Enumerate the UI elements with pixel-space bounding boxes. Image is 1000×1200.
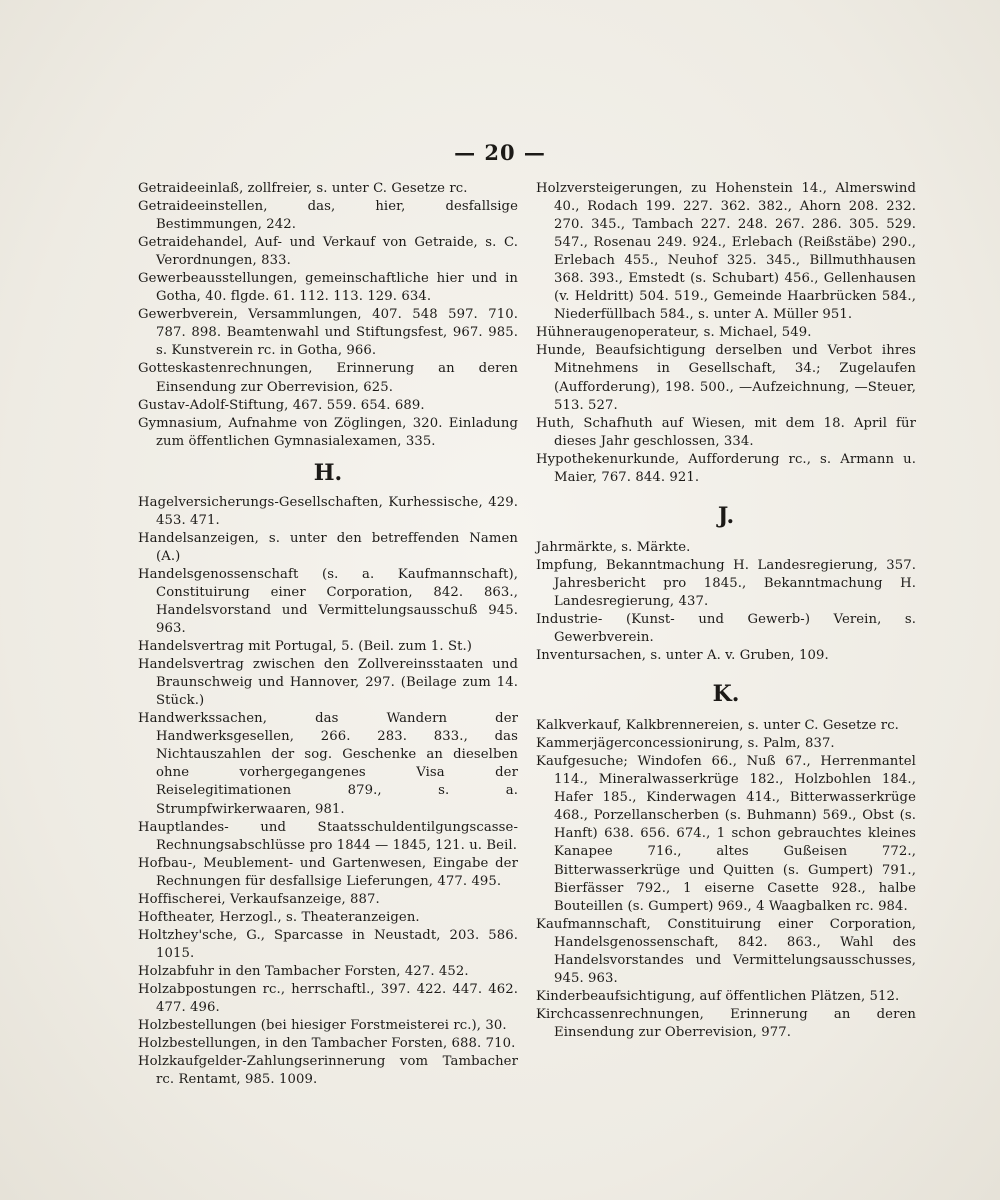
page-number: — 20 — — [454, 140, 546, 165]
index-entry: Holtzhey'sche, G., Sparcasse in Neustadt, 203. 586. 1015. — [138, 927, 518, 961]
index-entry: Kaufgesuche; Windofen 66., Nuß 67., Herrenmantel 114., Mineralwasserkrüge 182., Holzbohlen 184., Hafer 185., Kinderwagen 414., Bitterwasserkrüge 468., Porzellanscherben (s. Buhmann) 569., Obst (s. Hanft) 638. 656. 674., 1 schon gebrauchtes kleines Kanapee 716., altes Gußeisen 772., Bitterwasserkrüge und Quitten (s. Gumpert) 791., Bierfässer 792., 1 eiserne Casette 928., halbe Bouteillen (s. Gumpert) 969., 4 Waagbalken rc. 984. — [536, 754, 916, 914]
index-entry: Inventursachen, s. unter A. v. Gruben, 109. — [536, 648, 829, 664]
index-entry: Holzversteigerungen, zu Hohenstein 14., Almerswind 40., Rodach 199. 227. 362. 382., Ahorn 208. 232. 270. 345., Tambach 227. 248. 267. 286. 305. 529. 547., Rosenau 249. 924., Erlebach (Reißstäbe) 290., Erlebach 455., Neuhof 325. 345., Billmuthhausen 368. 393., Emstedt (s. Schubart) 456., Gellenhausen (v. Heldritt) 504. 519., Gemeinde Haarbrücken 584., Niederfüllbach 584., s. unter A. Müller 951. — [536, 181, 916, 323]
index-entry: Hoffischerei, Verkaufsanzeige, 887. — [138, 891, 380, 907]
section-heading-j: J. — [717, 502, 735, 529]
left-column — [138, 180, 518, 1089]
index-entry: Getraidehandel, Auf- und Verkauf von Getraide, s. C. Verordnungen, 833. — [138, 235, 518, 269]
index-entry: Gymnasium, Aufnahme von Zöglingen, 320. Einladung zum öffentlichen Gymnasialexamen, 335. — [138, 415, 518, 449]
index-entry: Gewerbeausstellungen, gemeinschaftliche hier und in Gotha, 40. flgde. 61. 112. 113. 129. 634. — [138, 271, 518, 305]
index-entry: Kalkverkauf, Kalkbrennereien, s. unter C. Gesetze rc. — [536, 718, 899, 734]
entry-list-h — [138, 494, 518, 1090]
index-entry: Holzbestellungen (bei hiesiger Forstmeisterei rc.), 30. — [138, 1018, 507, 1034]
entry-list-g — [138, 180, 518, 451]
entry-list-h-continued — [536, 180, 916, 487]
index-entry: Hofbau-, Meublement- und Gartenwesen, Eingabe der Rechnungen für desfallsige Lieferungen, 477. 495. — [138, 855, 518, 889]
index-entry: Hoftheater, Herzogl., s. Theateranzeigen. — [138, 909, 420, 925]
index-entry: Getraideeinstellen, das, hier, desfallsige Bestimmungen, 242. — [138, 199, 518, 233]
index-entry: Jahrmärkte, s. Märkte. — [536, 539, 691, 555]
index-entry: Handelsvertrag zwischen den Zollvereinsstaaten und Braunschweig und Hannover, 297. (Beilage zum 14. Stück.) — [138, 657, 518, 709]
index-entry: Gewerbverein, Versammlungen, 407. 548 597. 710. 787. 898. Beamtenwahl und Stiftungsfest, 967. 985. s. Kunstverein rc. in Gotha, 966. — [138, 307, 518, 359]
index-entry: Industrie- (Kunst- und Gewerb-) Verein, s. Gewerbverein. — [536, 611, 916, 646]
index-entry: Kammerjägerconcessionirung, s. Palm, 837. — [536, 736, 835, 752]
index-entry: Hauptlandes- und Staatsschuldentilgungscasse-Rechnungsabschlüsse pro 1844 — 1845, 121. u. Beil. — [138, 819, 518, 853]
index-entry: Kirchcassenrechnungen, Erinnerung an deren Einsendung zur Oberrevision, 977. — [536, 1006, 916, 1040]
entry-list-k — [536, 717, 916, 1042]
index-entry: Getraideeinlaß, zollfreier, s. unter C. Gesetze rc. — [138, 181, 468, 196]
index-entry: Handelsanzeigen, s. unter den betreffenden Namen (A.) — [138, 530, 518, 564]
index-entry: Gustav-Adolf-Stiftung, 467. 559. 654. 689. — [138, 397, 425, 413]
right-column — [536, 180, 916, 1042]
index-entry: Hühneraugenoperateur, s. Michael, 549. — [536, 325, 812, 341]
index-entry: Holzabpostungen rc., herrschaftl., 397. 422. 447. 462. 477. 496. — [138, 981, 518, 1016]
index-entry: Huth, Schafhuth auf Wiesen, mit dem 18. April für dieses Jahr geschlossen, 334. — [536, 415, 916, 449]
section-heading-k: K. — [712, 681, 740, 708]
section-heading-h: H. — [313, 459, 343, 486]
index-entry: Handwerkssachen, das Wandern der Handwerksgesellen, 266. 283. 833., das Nichtauszahlen der sog. Geschenke an dieselben ohne vorhergegangenes Visa der Reiselegitimationen 879., s. a. Strumpfwirkerwaaren, 981. — [138, 711, 518, 817]
index-entry: Hunde, Beaufsichtigung derselben und Verbot ihres Mitnehmens in Gesellschaft, 34.; Zugelaufen (Aufforderung), 198. 500., —Aufzeichnung, —Steuer, 513. 527. — [536, 343, 916, 413]
index-entry: Handelsvertrag mit Portugal, 5. (Beil. zum 1. St.) — [138, 639, 473, 655]
index-entry: Kinderbeaufsichtigung, auf öffentlichen Plätzen, 512. — [536, 988, 900, 1004]
index-entry: Gotteskastenrechnungen, Erinnerung an deren Einsendung zur Oberrevision, 625. — [138, 361, 518, 395]
entry-list-j — [536, 539, 916, 665]
index-entry: Kaufmannschaft, Constituirung einer Corporation, Handelsgenossenschaft, 842. 863., Wahl des Handelsvorstandes und Vermittelungsausschusses, 945. 963. — [536, 916, 916, 986]
index-entry: Holzabfuhr in den Tambacher Forsten, 427. 452. — [138, 963, 469, 979]
index-entry: Holzkaufgelder-Zahlungserinnerung vom Tambacher rc. Rentamt, 985. 1009. — [138, 1054, 518, 1088]
index-entry: Hagelversicherungs-Gesellschaften, Kurhessische, 429. 453. 471. — [138, 494, 518, 528]
index-entry: Impfung, Bekanntmachung H. Landesregierung, 357. Jahresbericht pro 1845., Bekanntmachung H. Landesregierung, 437. — [536, 557, 916, 609]
index-entry: Handelsgenossenschaft (s. a. Kaufmannschaft), Constituirung einer Corporation, 842. 863., Handelsvorstand und Vermittelungsausschuß 945. 963. — [138, 566, 518, 637]
index-entry: Hypothekenurkunde, Aufforderung rc., s. Armann u. Maier, 767. 844. 921. — [536, 451, 916, 485]
index-entry: Holzbestellungen, in den Tambacher Forsten, 688. 710. — [138, 1036, 516, 1052]
